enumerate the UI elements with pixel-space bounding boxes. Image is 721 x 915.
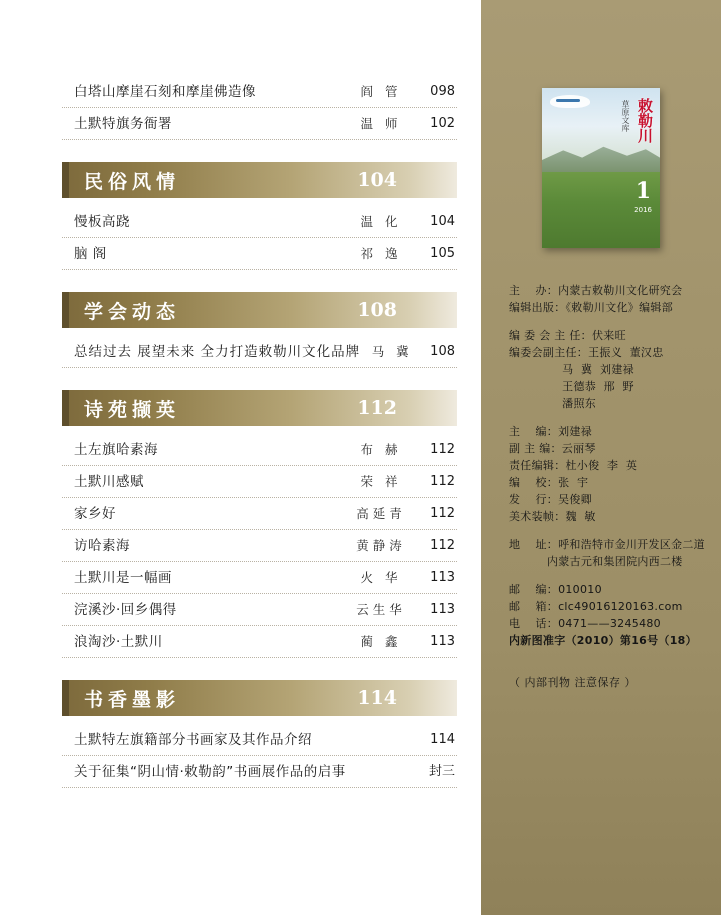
toc-entry[interactable] [62,758,457,788]
toc-entry-author: 高延青 [356,506,406,521]
spacer [509,412,721,423]
cover-title: 敕勒川 [636,98,654,143]
colophon-address-line: 内蒙古元和集团院内西二楼 [509,555,683,568]
section-cap [62,390,69,426]
toc-entry[interactable] [62,726,457,756]
toc-entry-page: 112 [430,474,455,489]
toc-entry-title: 浪淘沙·土默川 [74,634,163,650]
toc-entry-author: 阎 管 [360,84,402,99]
colophon-board-line: 王德恭 邢 野 [509,380,634,393]
spacer [509,570,721,581]
toc-entry-page: 112 [430,506,455,521]
toc-entry-author: 荣 祥 [360,474,402,489]
toc-entry-title: 总结过去 展望未来 全力打造敕勒川文化品牌 [74,344,361,360]
toc-entry-title: 脑 阁 [74,246,107,262]
toc-entry[interactable] [62,468,457,498]
toc-entry-title: 白塔山摩崖石刻和摩崖佛造像 [74,84,256,100]
colophon-publisher-line: 主 办：内蒙古敕勒川文化研究会 [509,284,683,297]
colophon-staff-line: 副 主 编：云丽琴 [509,442,596,455]
section-title: 诗苑撷英 [84,398,181,421]
toc-entry-author: 温 师 [360,116,402,131]
section-page: 112 [357,397,397,419]
colophon-notice: （ 内部刊物 注意保存 ） [509,676,636,689]
toc-entry-title: 浣溪沙·回乡偶得 [74,602,177,618]
toc-entry-title: 土左旗哈素海 [74,442,158,458]
section-header-xuehui [62,292,457,328]
section-cap [62,680,69,716]
toc-entry[interactable] [62,596,457,626]
toc-entry-page: 封三 [428,764,455,779]
section-page: 114 [357,687,397,709]
section-cap [62,162,69,198]
toc-entry[interactable] [62,564,457,594]
toc-entry[interactable] [62,208,457,238]
toc-entry[interactable] [62,338,457,368]
toc-entry[interactable] [62,532,457,562]
toc-entry-page: 112 [430,538,455,553]
toc-entry-title: 家乡好 [74,506,116,522]
toc-entry-title: 土默特旗务衙署 [74,116,172,132]
section-title: 书香墨影 [84,688,181,711]
cover-issue-number: 1 [635,178,651,204]
section-header-minsu [62,162,457,198]
toc-entry-author: 温 化 [360,214,402,229]
toc-entry-author: 云生华 [356,602,406,617]
toc-entry-title: 土默川感赋 [74,474,144,490]
toc-entry-title: 土默特左旗籍部分书画家及其作品介绍 [74,732,312,748]
toc-entry-title: 土默川是一幅画 [74,570,172,586]
colophon-text [481,248,721,691]
toc-entry-page: 112 [430,442,455,457]
toc-entry-page: 108 [430,344,455,359]
toc-entry-author: 布 赫 [360,442,402,457]
colophon-address-line: 地 址：呼和浩特市金川开发区金二道 [509,538,705,551]
spacer [509,649,721,660]
cover-year: 2016 [634,206,652,214]
colophon-phone-line: 电 话：0471——3245480 [509,617,661,630]
toc-entry-author: 祁 逸 [360,246,402,261]
cover-subtitle: 草原文库 [621,100,630,132]
toc-entry[interactable] [62,628,457,658]
toc-entry-author: 火 华 [360,570,402,585]
colophon-postcode-line: 邮 编：010010 [509,583,602,596]
toc-entry[interactable] [62,500,457,530]
toc-entry-title: 慢板高跷 [74,214,130,230]
toc-entry-page: 113 [430,634,455,649]
section-cap [62,292,69,328]
section-title: 民俗风情 [84,170,181,193]
colophon-board-line: 马 冀 刘建禄 [509,363,634,376]
toc-entry-author: 马 冀 [371,344,413,359]
toc-entry-page: 114 [430,732,455,747]
section-header-shuxiang [62,680,457,716]
toc-entry-author: 蔺 鑫 [360,634,402,649]
colophon-publisher-line: 编辑出版：《敕勒川文化》编辑部 [509,301,673,314]
colophon-staff-line: 编 校：张 宇 [509,476,589,489]
toc-entry[interactable] [62,436,457,466]
toc-entry-page: 113 [430,602,455,617]
toc-entry-author: 黄静涛 [356,538,406,553]
toc-entry[interactable] [62,78,457,108]
colophon-license-line: 内新图准字（2010）第16号（18） [509,634,697,647]
magazine-cover-thumbnail[interactable] [542,88,660,248]
colophon-panel [481,0,721,915]
colophon-staff-line: 发 行：吴俊卿 [509,493,592,506]
toc-entry-title: 访哈素海 [74,538,130,554]
section-title: 学会动态 [84,300,181,323]
colophon-board-line: 编委会副主任：王振义 董汉忠 [509,346,664,359]
toc-entry-title: 关于征集“阴山情·敕勒韵”书画展作品的启事 [74,764,346,780]
spacer [509,316,721,327]
section-header-shiyuan [62,390,457,426]
toc-entry[interactable] [62,110,457,140]
colophon-staff-line: 主 编：刘建禄 [509,425,592,438]
colophon-staff-line: 责任编辑：杜小俊 李 英 [509,459,638,472]
colophon-email-line[interactable]: 邮 箱：clc49016120163.com [509,600,683,613]
section-page: 104 [357,169,397,191]
publisher-logo-icon [550,95,590,108]
colophon-staff-line: 美术装帧：魏 敏 [509,510,596,523]
toc-entry-page: 113 [430,570,455,585]
toc-entry-page: 105 [430,246,455,261]
colophon-board-line: 潘照东 [509,397,597,410]
toc-entry[interactable] [62,240,457,270]
toc-entry-page: 102 [430,116,455,131]
toc-entry-page: 104 [430,214,455,229]
colophon-board-line: 编 委 会 主 任：伏来旺 [509,329,626,342]
spacer [509,525,721,536]
section-page: 108 [357,299,397,321]
toc-entry-page: 098 [430,84,455,99]
